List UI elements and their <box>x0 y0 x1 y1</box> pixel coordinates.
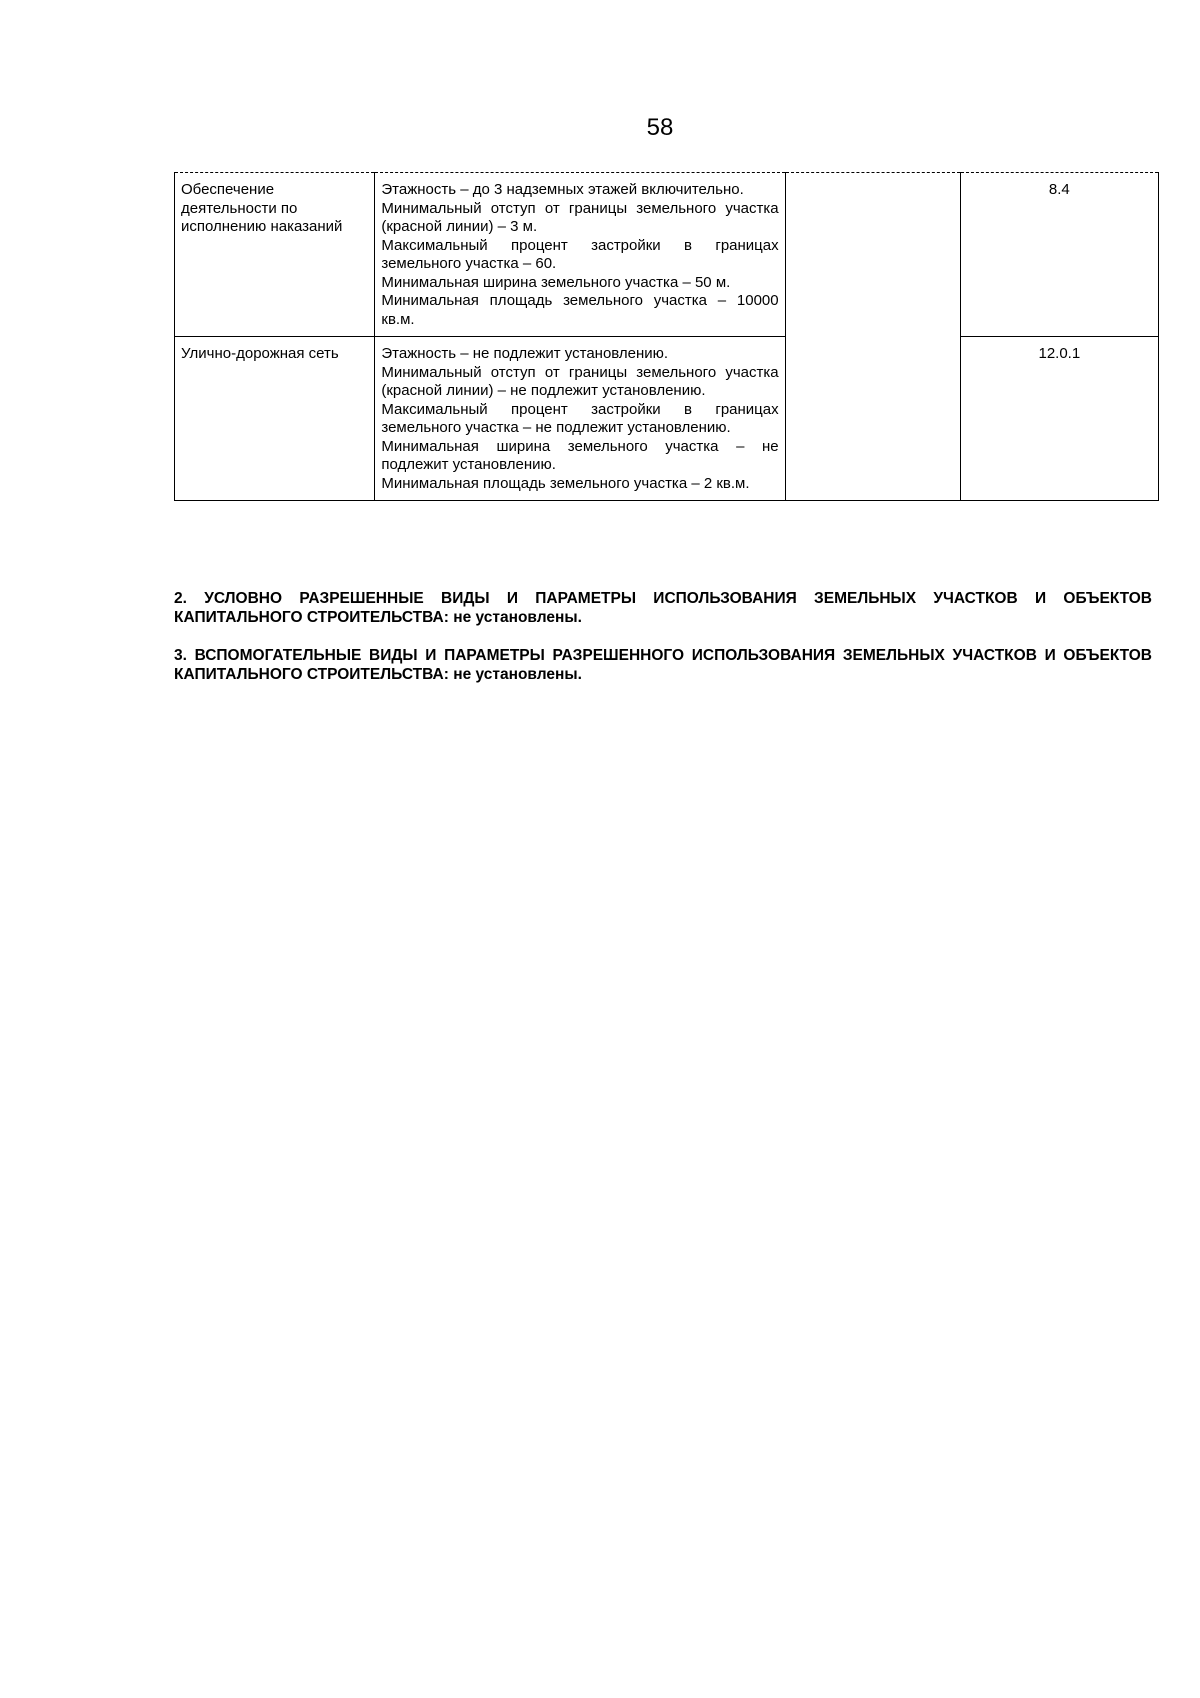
section-value: не установлены. <box>453 609 582 626</box>
section-conditional-uses <box>174 589 1152 627</box>
param-line: Минимальная ширина земельного участка – не подлежит установлению. <box>381 437 779 473</box>
table-row <box>175 173 1159 337</box>
use-parameters <box>375 337 785 501</box>
param-line: Этажность – до 3 надземных этажей включительно. <box>381 181 744 198</box>
page-number: 58 <box>646 114 674 141</box>
restrictions-cell <box>785 173 960 501</box>
section-heading: 3. ВСПОМОГАТЕЛЬНЫЕ ВИДЫ И ПАРАМЕТРЫ РАЗРЕШЕННОГО ИСПОЛЬЗОВАНИЯ ЗЕМЕЛЬНЫХ УЧАСТКОВ И ОБЪЕКТОВ КАПИТАЛЬНОГО СТРОИТЕЛЬСТВА: <box>174 647 1152 683</box>
param-line: Максимальный процент застройки в границах земельного участка – 60. <box>381 236 779 272</box>
use-parameters <box>375 173 785 337</box>
param-line: Минимальный отступ от границы земельного участка (красной линии) – не подлежит установлению. <box>381 363 779 399</box>
section-heading: 2. УСЛОВНО РАЗРЕШЕННЫЕ ВИДЫ И ПАРАМЕТРЫ ИСПОЛЬЗОВАНИЯ ЗЕМЕЛЬНЫХ УЧАСТКОВ И ОБЪЕКТОВ КАПИТАЛЬНОГО СТРОИТЕЛЬСТВА: <box>174 590 1152 626</box>
land-use-table <box>174 172 1159 501</box>
use-type-name: Обеспечение деятельности по исполнению наказаний <box>175 173 375 337</box>
table-row <box>175 337 1159 501</box>
section-value: не установлены. <box>453 666 582 683</box>
param-line: Минимальная площадь земельного участка – 2 кв.м. <box>381 474 750 492</box>
param-line: Этажность – не подлежит установлению. <box>381 345 669 362</box>
use-code: 8.4 <box>960 173 1158 337</box>
section-auxiliary-uses <box>174 646 1152 684</box>
param-line: Минимальная ширина земельного участка – 50 м. <box>381 273 731 291</box>
param-line: Минимальный отступ от границы земельного участка (красной линии) – 3 м. <box>381 199 779 235</box>
param-line: Максимальный процент застройки в границах земельного участка – не подлежит установлению. <box>381 400 779 436</box>
use-type-name: Улично-дорожная сеть <box>175 337 375 501</box>
use-code: 12.0.1 <box>960 337 1158 501</box>
param-line: Минимальная площадь земельного участка – 10000 кв.м. <box>381 292 779 328</box>
